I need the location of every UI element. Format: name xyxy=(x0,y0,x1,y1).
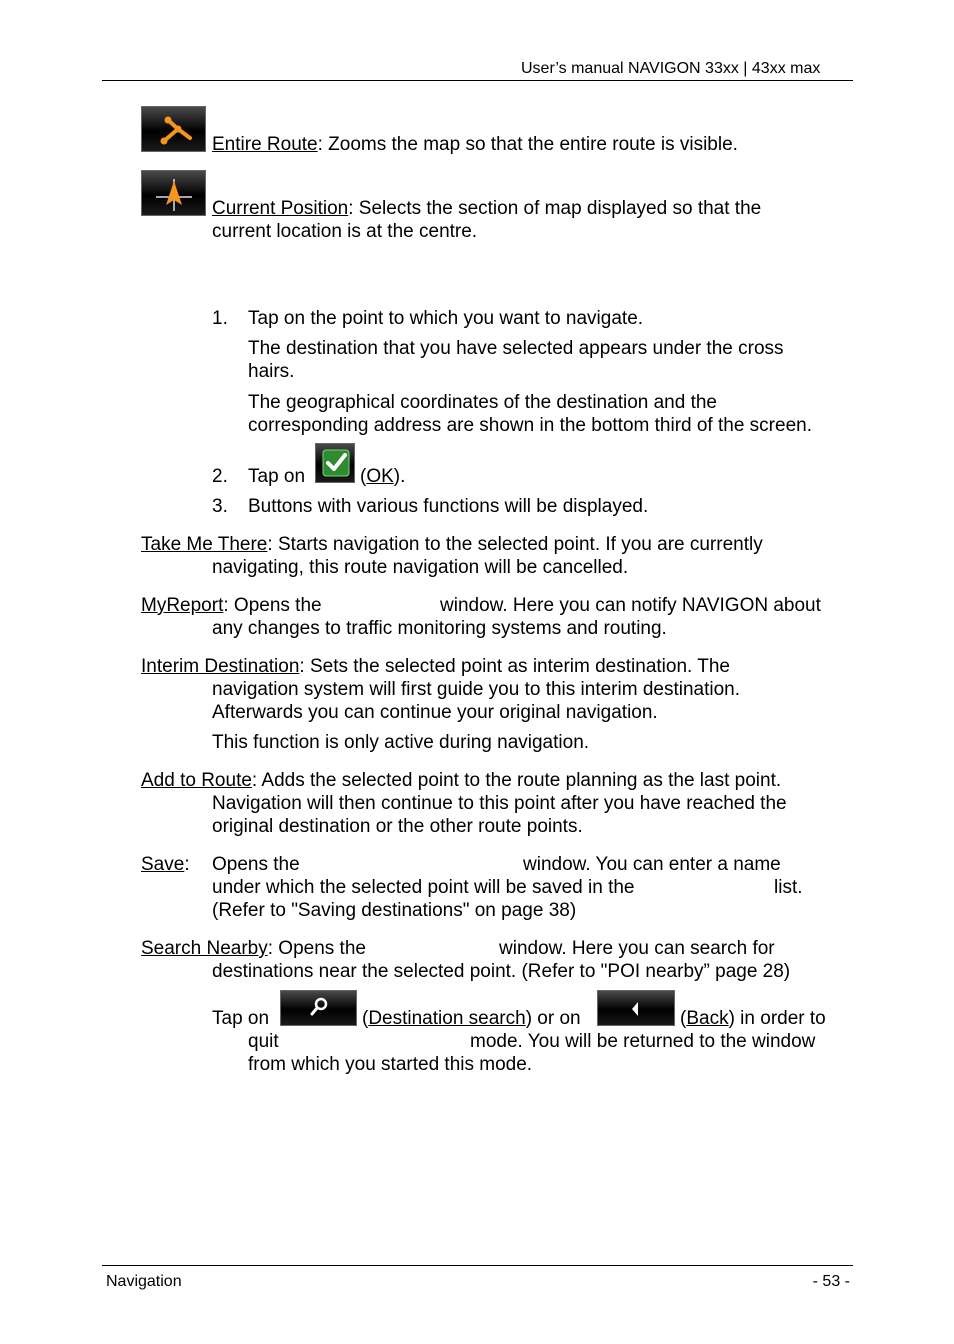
add-route-line2: Navigation will then continue to this point after you have reached the xyxy=(212,793,787,814)
quit-tap-on: Tap on xyxy=(212,1008,270,1029)
myreport-term: MyReport xyxy=(141,595,224,616)
header-rule xyxy=(102,80,853,81)
search-nearby-line1b: window. Here you can search for xyxy=(499,938,775,959)
save-term: Save xyxy=(141,854,185,875)
destination-search-button xyxy=(280,990,357,1026)
current-position-line1: Current Position: Selects the section of map displayed so that the xyxy=(212,198,762,219)
interim-line1: Interim Destination: Sets the selected point as interim destination. The xyxy=(141,656,730,677)
quit-mode-text: mode. You will be returned to the window xyxy=(470,1031,816,1052)
search-nearby-term: Search Nearby xyxy=(141,938,268,959)
interim-line3: Afterwards you can continue your original navigation. xyxy=(212,702,658,723)
footer-section: Navigation xyxy=(106,1273,182,1290)
quit-back-label: (Back) in order to xyxy=(680,1008,826,1029)
entire-route-term: Entire Route xyxy=(212,134,318,155)
save-line3: (Refer to "Saving destinations" on page 38) xyxy=(212,900,577,921)
running-header: User’s manual NAVIGON 33xx | 43xx max xyxy=(521,60,821,77)
save-line2a: under which the selected point will be saved in the xyxy=(212,877,635,898)
step-3-text: Buttons with various functions will be displayed. xyxy=(248,496,649,517)
current-position-button xyxy=(141,170,206,216)
page-number: - 53 - xyxy=(812,1273,850,1290)
save-line1b: window. You can enter a name xyxy=(523,854,781,875)
ok-button xyxy=(315,443,355,483)
entire-route-text: : Zooms the map so that the entire route is visible. xyxy=(317,134,738,155)
take-me-there-term: Take Me There xyxy=(141,534,268,555)
step-2-ok-label: (OK). xyxy=(360,466,406,487)
step-1-para2-line1: The geographical coordinates of the destination and the xyxy=(248,392,717,413)
take-me-there-line1: Take Me There: Starts navigation to the selected point. If you are currently xyxy=(141,534,763,555)
entire-route-button xyxy=(141,106,206,152)
quit-dest-search-label: (Destination search) or on xyxy=(362,1008,581,1029)
magnifier-icon xyxy=(281,991,358,1027)
interim-line4: This function is only active during navigation. xyxy=(212,732,590,753)
myreport-line2: any changes to traffic monitoring systems and routing. xyxy=(212,618,667,639)
step-1-para1-line1: The destination that you have selected appears under the cross xyxy=(248,338,784,359)
interim-term: Interim Destination xyxy=(141,656,300,677)
quit-word: quit xyxy=(248,1031,279,1052)
take-me-there-line2: navigating, this route navigation will be cancelled. xyxy=(212,557,629,578)
save-line2b: list. xyxy=(774,877,803,898)
add-route-line1: Add to Route: Adds the selected point to the route planning as the last point. xyxy=(141,770,782,791)
save-term-wrap: Save: xyxy=(141,854,190,875)
back-button xyxy=(597,990,675,1026)
myreport-line1b: window. Here you can notify NAVIGON about xyxy=(440,595,821,616)
step-1-para1-line2: hairs. xyxy=(248,361,295,382)
search-nearby-line1a: Search Nearby: Opens the xyxy=(141,938,366,959)
save-line1a: Opens the xyxy=(212,854,300,875)
interim-line2: navigation system will first guide you to this interim destination. xyxy=(212,679,741,700)
step-1-text: Tap on the point to which you want to navigate. xyxy=(248,308,644,329)
add-route-term: Add to Route xyxy=(141,770,252,791)
step-3-number: 3. xyxy=(212,496,228,517)
quit-line3: from which you started this mode. xyxy=(248,1054,533,1075)
current-position-icon xyxy=(142,171,207,217)
current-position-line2: current location is at the centre. xyxy=(212,221,478,242)
myreport-line1a: MyReport: Opens the xyxy=(141,595,322,616)
entire-route-description xyxy=(212,133,738,156)
current-position-term: Current Position xyxy=(212,198,349,219)
step-2-pre: Tap on xyxy=(248,466,306,487)
step-2-number: 2. xyxy=(212,466,228,487)
back-arrow-icon xyxy=(598,991,676,1027)
footer-rule xyxy=(102,1265,853,1266)
step-1-para2-line2: corresponding address are shown in the bottom third of the screen. xyxy=(248,415,812,436)
step-1-number: 1. xyxy=(212,308,228,329)
search-nearby-line2: destinations near the selected point. (Refer to "POI nearby” page 28) xyxy=(212,961,791,982)
checkmark-icon xyxy=(316,444,356,484)
add-route-line3: original destination or the other route points. xyxy=(212,816,583,837)
route-overview-icon xyxy=(142,107,207,153)
